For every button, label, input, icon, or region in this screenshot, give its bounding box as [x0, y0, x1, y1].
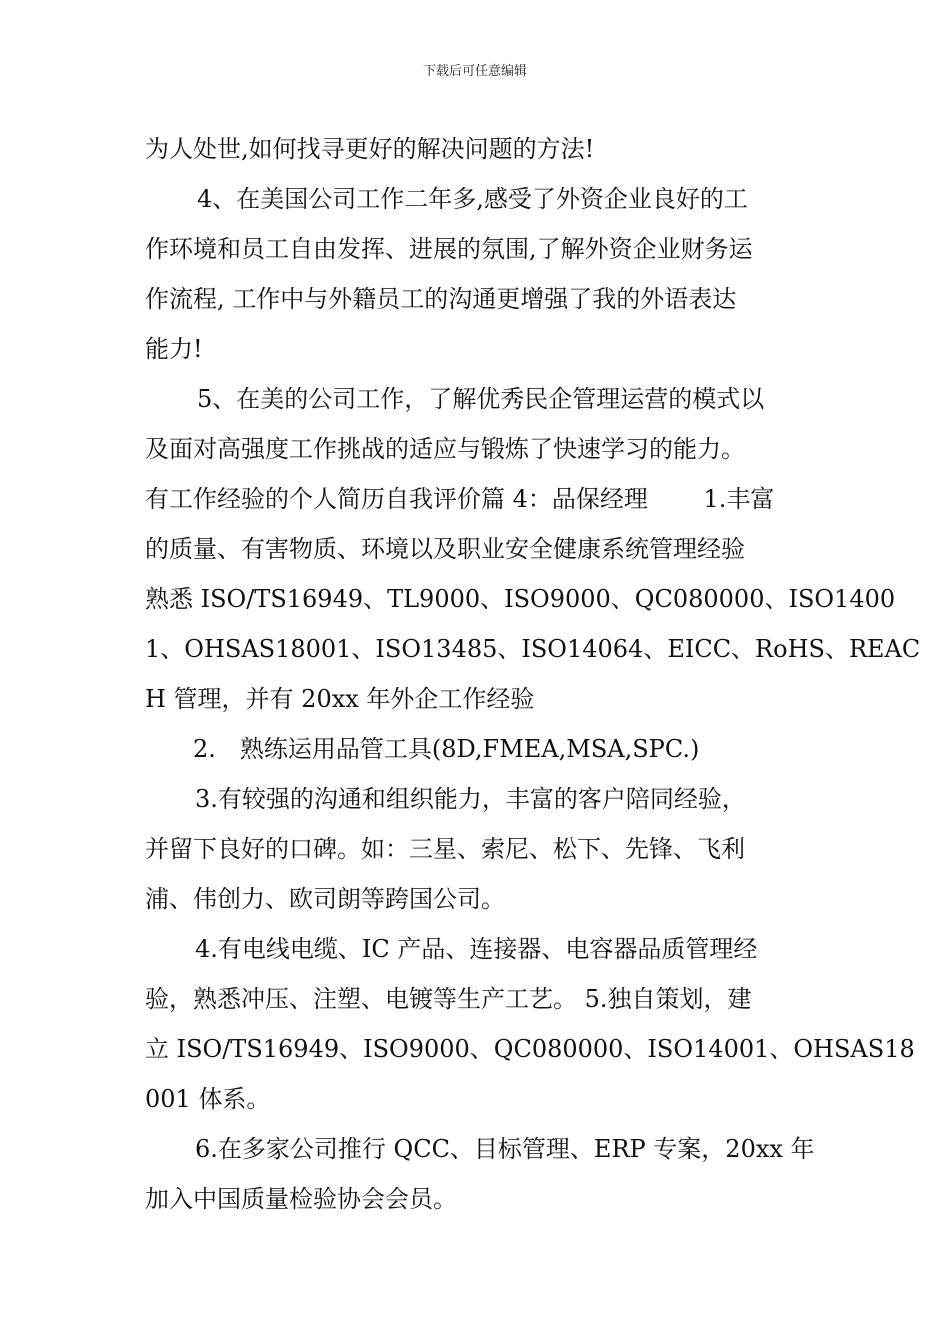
text-line: 4、在美国公司工作二年多,感受了外资企业良好的工 — [197, 185, 748, 213]
text-line: 加入中国质量检验协会会员。 — [145, 1185, 457, 1213]
text-line: 2. 熟练运用品管工具(8D,FMEA,MSA,SPC.) — [193, 735, 700, 763]
page-header-note: 下载后可任意编辑 — [422, 64, 527, 79]
text-line: 熟悉 ISO/TS16949、TL9000、ISO9000、QC080000、ISO1400 — [145, 585, 896, 613]
text-line: 4.有电线电缆、IC 产品、连接器、电容器品质管理经 — [195, 935, 758, 963]
document-body — [145, 124, 921, 1224]
text-line: 作流程, 工作中与外籍员工的沟通更增强了我的外语表达 — [145, 285, 737, 313]
text-line: H 管理，并有 20xx 年外企工作经验 — [145, 685, 535, 713]
text-line: 1、OHSAS18001、ISO13485、ISO14064、EICC、RoHS、REAC — [145, 635, 921, 663]
text-line: 验，熟悉冲压、注塑、电镀等生产工艺。 5.独自策划，建 — [145, 985, 752, 1013]
section-heading: 有工作经验的个人简历自我评价篇 4：品保经理 1.丰富 — [145, 485, 775, 513]
text-line: 作环境和员工自由发挥、进展的氛围,了解外资企业财务运 — [145, 235, 753, 263]
text-line: 5、在美的公司工作，了解优秀民企管理运营的模式以 — [197, 385, 765, 413]
text-line: 立 ISO/TS16949、ISO9000、QC080000、ISO14001、OHSAS18 — [145, 1035, 915, 1063]
text-line: 3.有较强的沟通和组织能力，丰富的客户陪同经验， — [195, 785, 746, 813]
text-line: 6.在多家公司推行 QCC、目标管理、ERP 专案，20xx 年 — [195, 1135, 815, 1163]
text-line: 的质量、有害物质、环境以及职业安全健康系统管理经验 — [145, 535, 745, 563]
text-line: 并留下良好的口碑。如：三星、索尼、松下、先锋、飞利 — [145, 835, 745, 863]
text-line: 浦、伟创力、欧司朗等跨国公司。 — [145, 885, 505, 913]
text-line: 为人处世,如何找寻更好的解决问题的方法! — [145, 135, 595, 163]
text-line: 001 体系。 — [145, 1085, 271, 1113]
text-line: 能力! — [145, 335, 203, 363]
text-line: 及面对高强度工作挑战的适应与锻炼了快速学习的能力。 — [145, 435, 745, 463]
